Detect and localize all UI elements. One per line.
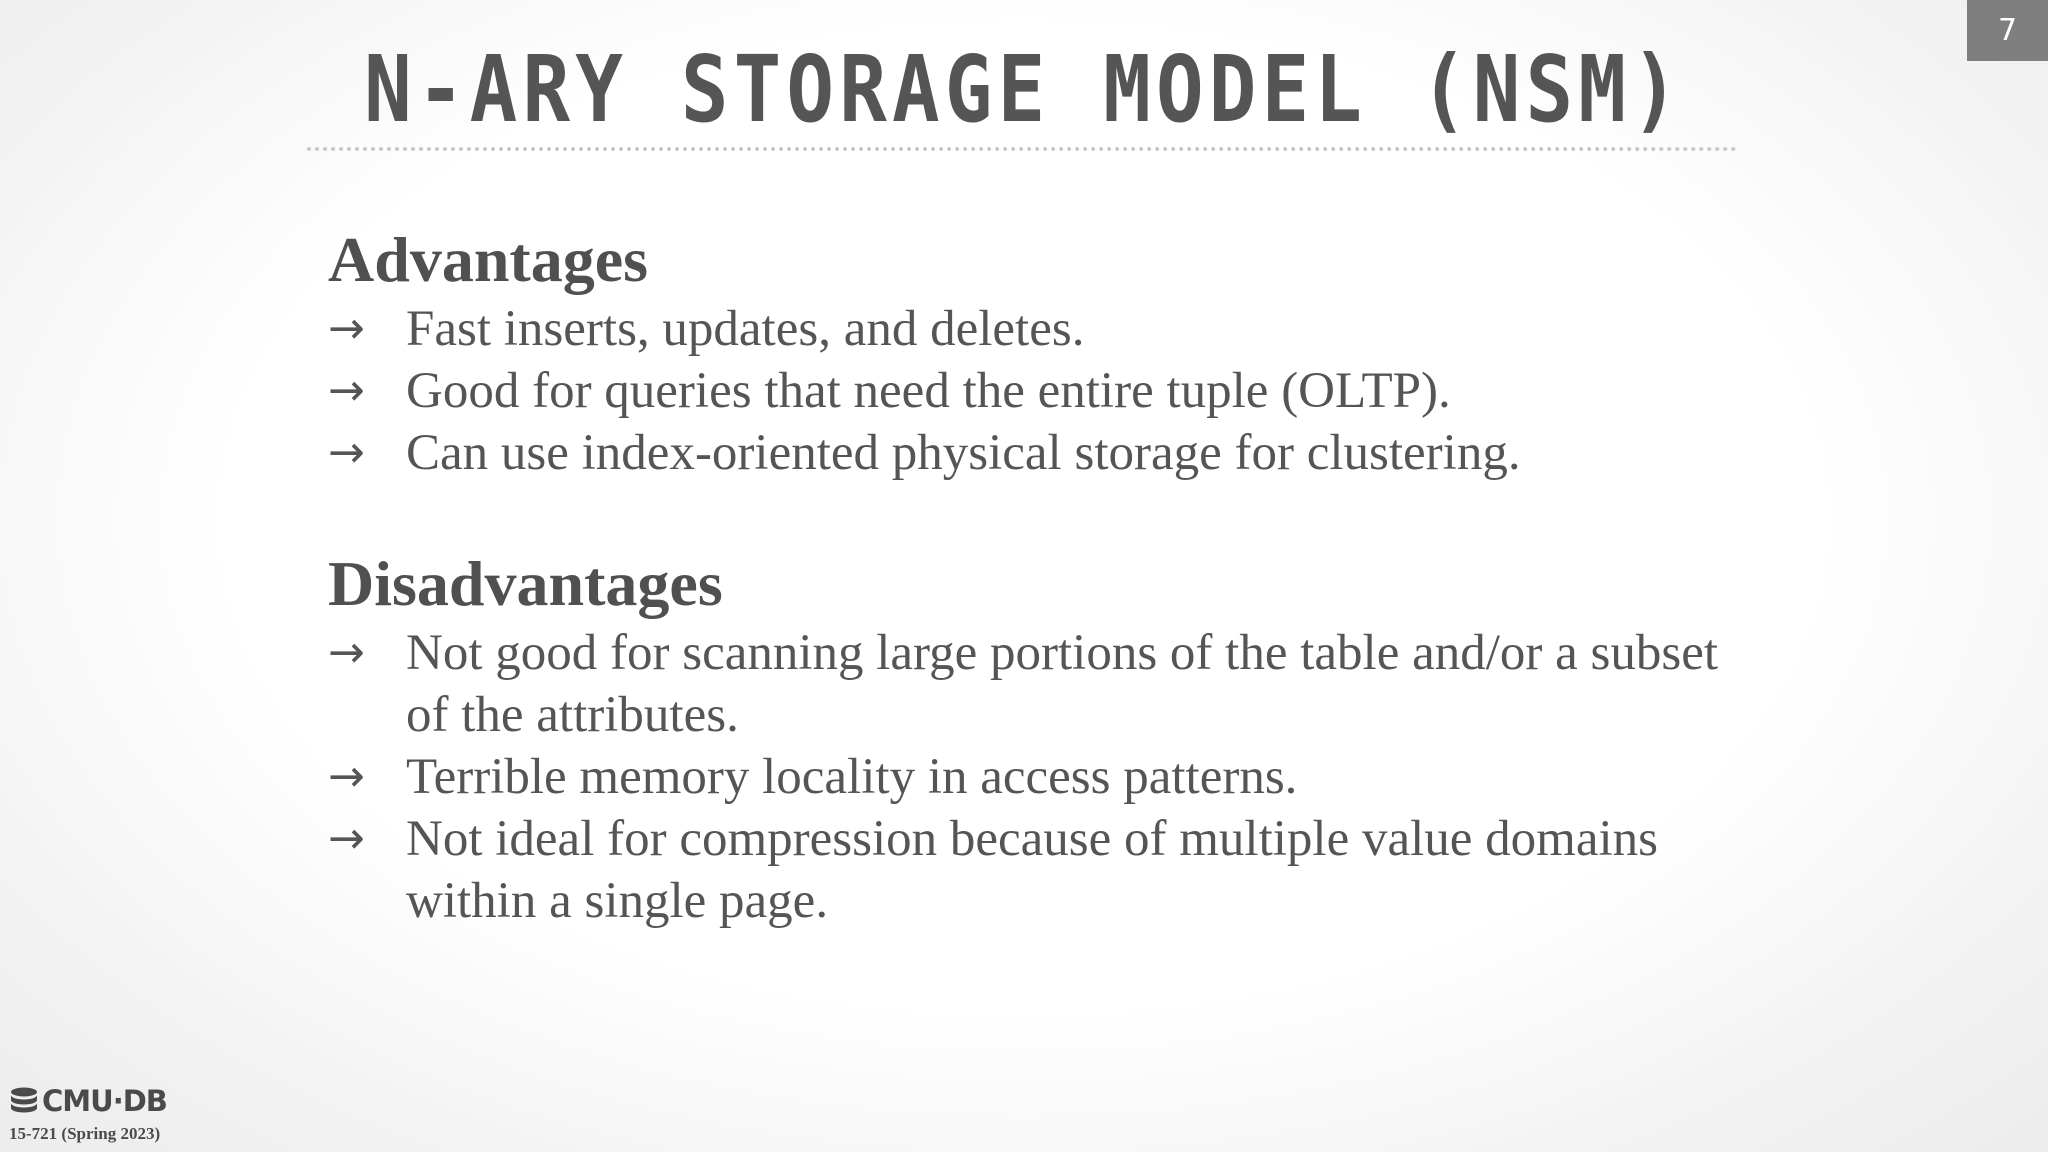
list-item-text: Not ideal for compression because of multiple value domains within a single page. [406, 811, 1658, 929]
list-item-text: Fast inserts, updates, and deletes. [406, 301, 1085, 357]
slide-content [328, 222, 1758, 932]
list-item-text: Good for queries that need the entire tuple (OLTP). [406, 363, 1451, 419]
list-item-text: Not good for scanning large portions of the table and/or a subset of the attributes. [406, 625, 1719, 743]
slide-number: 7 [1967, 0, 2048, 61]
list-item-text: Terrible memory locality in access patterns. [406, 749, 1298, 805]
section-spacer [328, 484, 1758, 546]
slide-title: N-ARY STORAGE MODEL (NSM) [364, 36, 1684, 143]
arrow-bullet-icon: → [328, 365, 365, 416]
logo-text: CMU·DB [42, 1084, 167, 1118]
list-item [328, 808, 1758, 932]
arrow-bullet-icon: → [328, 303, 365, 354]
database-icon [9, 1087, 39, 1115]
disadvantages-list [328, 622, 1758, 932]
list-item [328, 746, 1758, 808]
list-item-text: Can use index-oriented physical storage for clustering. [406, 425, 1521, 481]
cmu-db-logo [9, 1084, 167, 1118]
list-item [328, 298, 1758, 360]
arrow-bullet-icon: → [328, 751, 365, 802]
title-divider [307, 147, 1737, 151]
list-item [328, 622, 1758, 746]
course-label: 15-721 (Spring 2023) [9, 1124, 161, 1143]
advantages-heading: Advantages [328, 224, 649, 295]
arrow-bullet-icon: → [328, 627, 365, 678]
arrow-bullet-icon: → [328, 813, 365, 864]
list-item [328, 360, 1758, 422]
arrow-bullet-icon: → [328, 427, 365, 478]
advantages-list [328, 298, 1758, 484]
list-item [328, 422, 1758, 484]
disadvantages-heading: Disadvantages [328, 548, 723, 619]
